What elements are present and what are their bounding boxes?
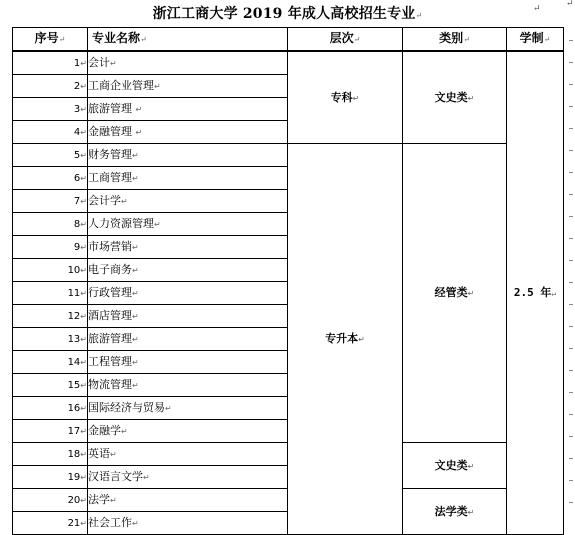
row-index: 14↵: [13, 351, 88, 374]
row-major: 英语↵: [88, 443, 288, 466]
row-major: 旅游管理↵: [88, 328, 288, 351]
row-index: 12↵: [13, 305, 88, 328]
majors-table: [12, 27, 564, 535]
row-major: 财务管理↵: [88, 144, 288, 167]
row-index: 6↵: [13, 167, 88, 190]
row-major: 汉语言文学↵: [88, 466, 288, 489]
header-level: 层次↵: [288, 28, 403, 52]
row-index: 10↵: [13, 259, 88, 282]
paragraph-mark: ↵: [566, 0, 574, 9]
row-major: 行政管理↵: [88, 282, 288, 305]
row-major: 法学↵: [88, 489, 288, 512]
row-major: 金融学↵: [88, 420, 288, 443]
row-index: 5↵: [13, 144, 88, 167]
row-index: 17↵: [13, 420, 88, 443]
row-index: 13↵: [13, 328, 88, 351]
row-major: 旅游管理 ↵: [88, 98, 288, 121]
row-index: 1↵: [13, 51, 88, 75]
category-liberal-arts: 文史类↵: [403, 443, 507, 489]
right-margin-marks: [569, 40, 575, 516]
row-major: 工程管理↵: [88, 351, 288, 374]
header-category: 类别↵: [403, 28, 507, 52]
row-major: 工商企业管理↵: [88, 75, 288, 98]
category-economics-management: 经管类↵: [403, 144, 507, 443]
category-liberal-arts: 文史类↵: [403, 51, 507, 144]
paragraph-mark: ↵: [533, 4, 541, 14]
row-index: 9↵: [13, 236, 88, 259]
row-major: 社会工作↵: [88, 512, 288, 535]
document-title: 浙江工商大学 2019 年成人高校招生专业↵: [152, 6, 423, 22]
row-index: 4↵: [13, 121, 88, 144]
row-major: 会计↵: [88, 51, 288, 75]
duration-cell: 2.5 年↵: [507, 51, 564, 535]
row-index: 19↵: [13, 466, 88, 489]
row-index: 8↵: [13, 213, 88, 236]
row-index: 16↵: [13, 397, 88, 420]
row-index: 3↵: [13, 98, 88, 121]
row-major: 金融管理 ↵: [88, 121, 288, 144]
header-index: 序号↵: [13, 28, 88, 52]
table-row: [13, 144, 564, 167]
row-major: 酒店管理↵: [88, 305, 288, 328]
row-major: 市场营销↵: [88, 236, 288, 259]
row-major: 国际经济与贸易↵: [88, 397, 288, 420]
row-index: 21↵: [13, 512, 88, 535]
row-index: 7↵: [13, 190, 88, 213]
row-major: 工商管理↵: [88, 167, 288, 190]
header-major: 专业名称↵: [88, 28, 288, 52]
level-upgrade: 专升本↵: [288, 144, 403, 535]
row-major: 物流管理↵: [88, 374, 288, 397]
row-index: 15↵: [13, 374, 88, 397]
row-major: 人力资源管理↵: [88, 213, 288, 236]
row-index: 11↵: [13, 282, 88, 305]
table-header-row: [13, 28, 564, 52]
row-index: 20↵: [13, 489, 88, 512]
level-vocational: 专科↵: [288, 51, 403, 144]
table-row: [13, 51, 564, 75]
row-index: 2↵: [13, 75, 88, 98]
row-major: 电子商务↵: [88, 259, 288, 282]
row-index: 18↵: [13, 443, 88, 466]
category-law: 法学类↵: [403, 489, 507, 535]
row-major: 会计学↵: [88, 190, 288, 213]
header-duration: 学制↵: [507, 28, 564, 52]
